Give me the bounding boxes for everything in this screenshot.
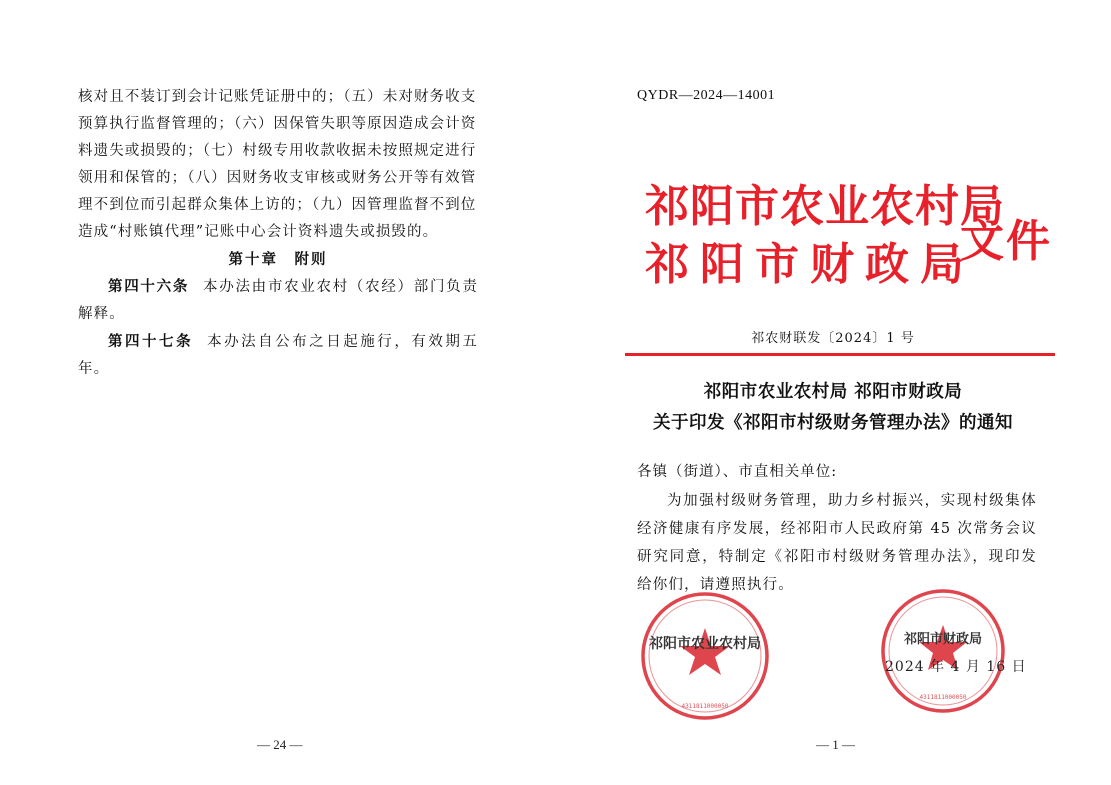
paragraph-line: 核对且不装订到会计记账凭证册中的；（五）未对财务收支: [78, 89, 477, 105]
left-page: [0, 0, 555, 785]
seal-1-code: 4311811000050: [681, 703, 729, 710]
addressee: 各镇（街道）、市直相关单位:: [637, 464, 838, 480]
article-46: [78, 273, 478, 328]
seal-1-text: 祁阳市农业农村局: [649, 636, 761, 652]
paragraph-line: 料遗失或损毁的；（七）村级专用收款收据未按照规定进行: [78, 143, 477, 159]
paragraph-line: 领用和保管的；（八）因财务收支审核或财务公开等有效管: [78, 170, 477, 186]
red-divider: [625, 353, 1055, 356]
article-47-text: 本办法自公布之日起施行，有效期五年。: [78, 334, 479, 377]
article-47: [78, 328, 478, 383]
issue-date: 2024 年 4 月 16 日: [885, 659, 1027, 675]
seal-2-text: 祁阳市财政局: [903, 632, 983, 647]
issuer-finance-bureau: 祁阳市财政局: [645, 239, 975, 290]
paragraph-line: 预算执行监督管理的；（六）因保管失职等原因造成会计资: [78, 116, 477, 132]
chapter-title: 第十章 附则: [228, 251, 328, 268]
article-46-text: 本办法由市农业农村（农经）部门负责解释。: [78, 279, 478, 322]
paragraph-line: 理不到位而引起群众集体上访的；（九）因管理监督不到位: [78, 197, 477, 213]
right-page-number: — 1 —: [816, 737, 855, 752]
notice-body: 为加强村级财务管理，助力乡村振兴，实现村级集体经济健康有序发展，经祁阳市人民政府第 45 次常务会议研究同意，特制定《祁阳市村级财务管理办法》，现印发给你们，请遵照执行。: [637, 493, 1037, 593]
agriculture-bureau-seal: [625, 590, 785, 720]
article-46-label: 第四十六条: [108, 278, 190, 295]
document-code: QYDR—2024—14001: [637, 88, 776, 103]
right-page: [555, 0, 1111, 785]
notice-title-line-2: 关于印发《祁阳市村级财务管理办法》的通知: [653, 413, 1013, 433]
issuer-agriculture-bureau: 祁阳市农业农村局: [645, 181, 1005, 232]
seal-2-code: 4311811000050: [919, 694, 967, 701]
document-word: 文件: [960, 216, 1052, 267]
notice-title-line-1: 祁阳市农业农村局 祁阳市财政局: [703, 382, 963, 402]
finance-bureau-seal: [873, 585, 1013, 720]
document-number: 祁农财联发〔2024〕1 号: [751, 331, 915, 346]
left-page-paragraph: [78, 84, 478, 383]
article-47-label: 第四十七条: [108, 333, 194, 350]
left-page-number: — 24 —: [257, 737, 303, 752]
seal-icon: [625, 590, 785, 720]
paragraph-line: 造成“村账镇代理”记账中心会计资料遗失或损毁的。: [78, 224, 439, 240]
seal-icon: [873, 585, 1013, 720]
